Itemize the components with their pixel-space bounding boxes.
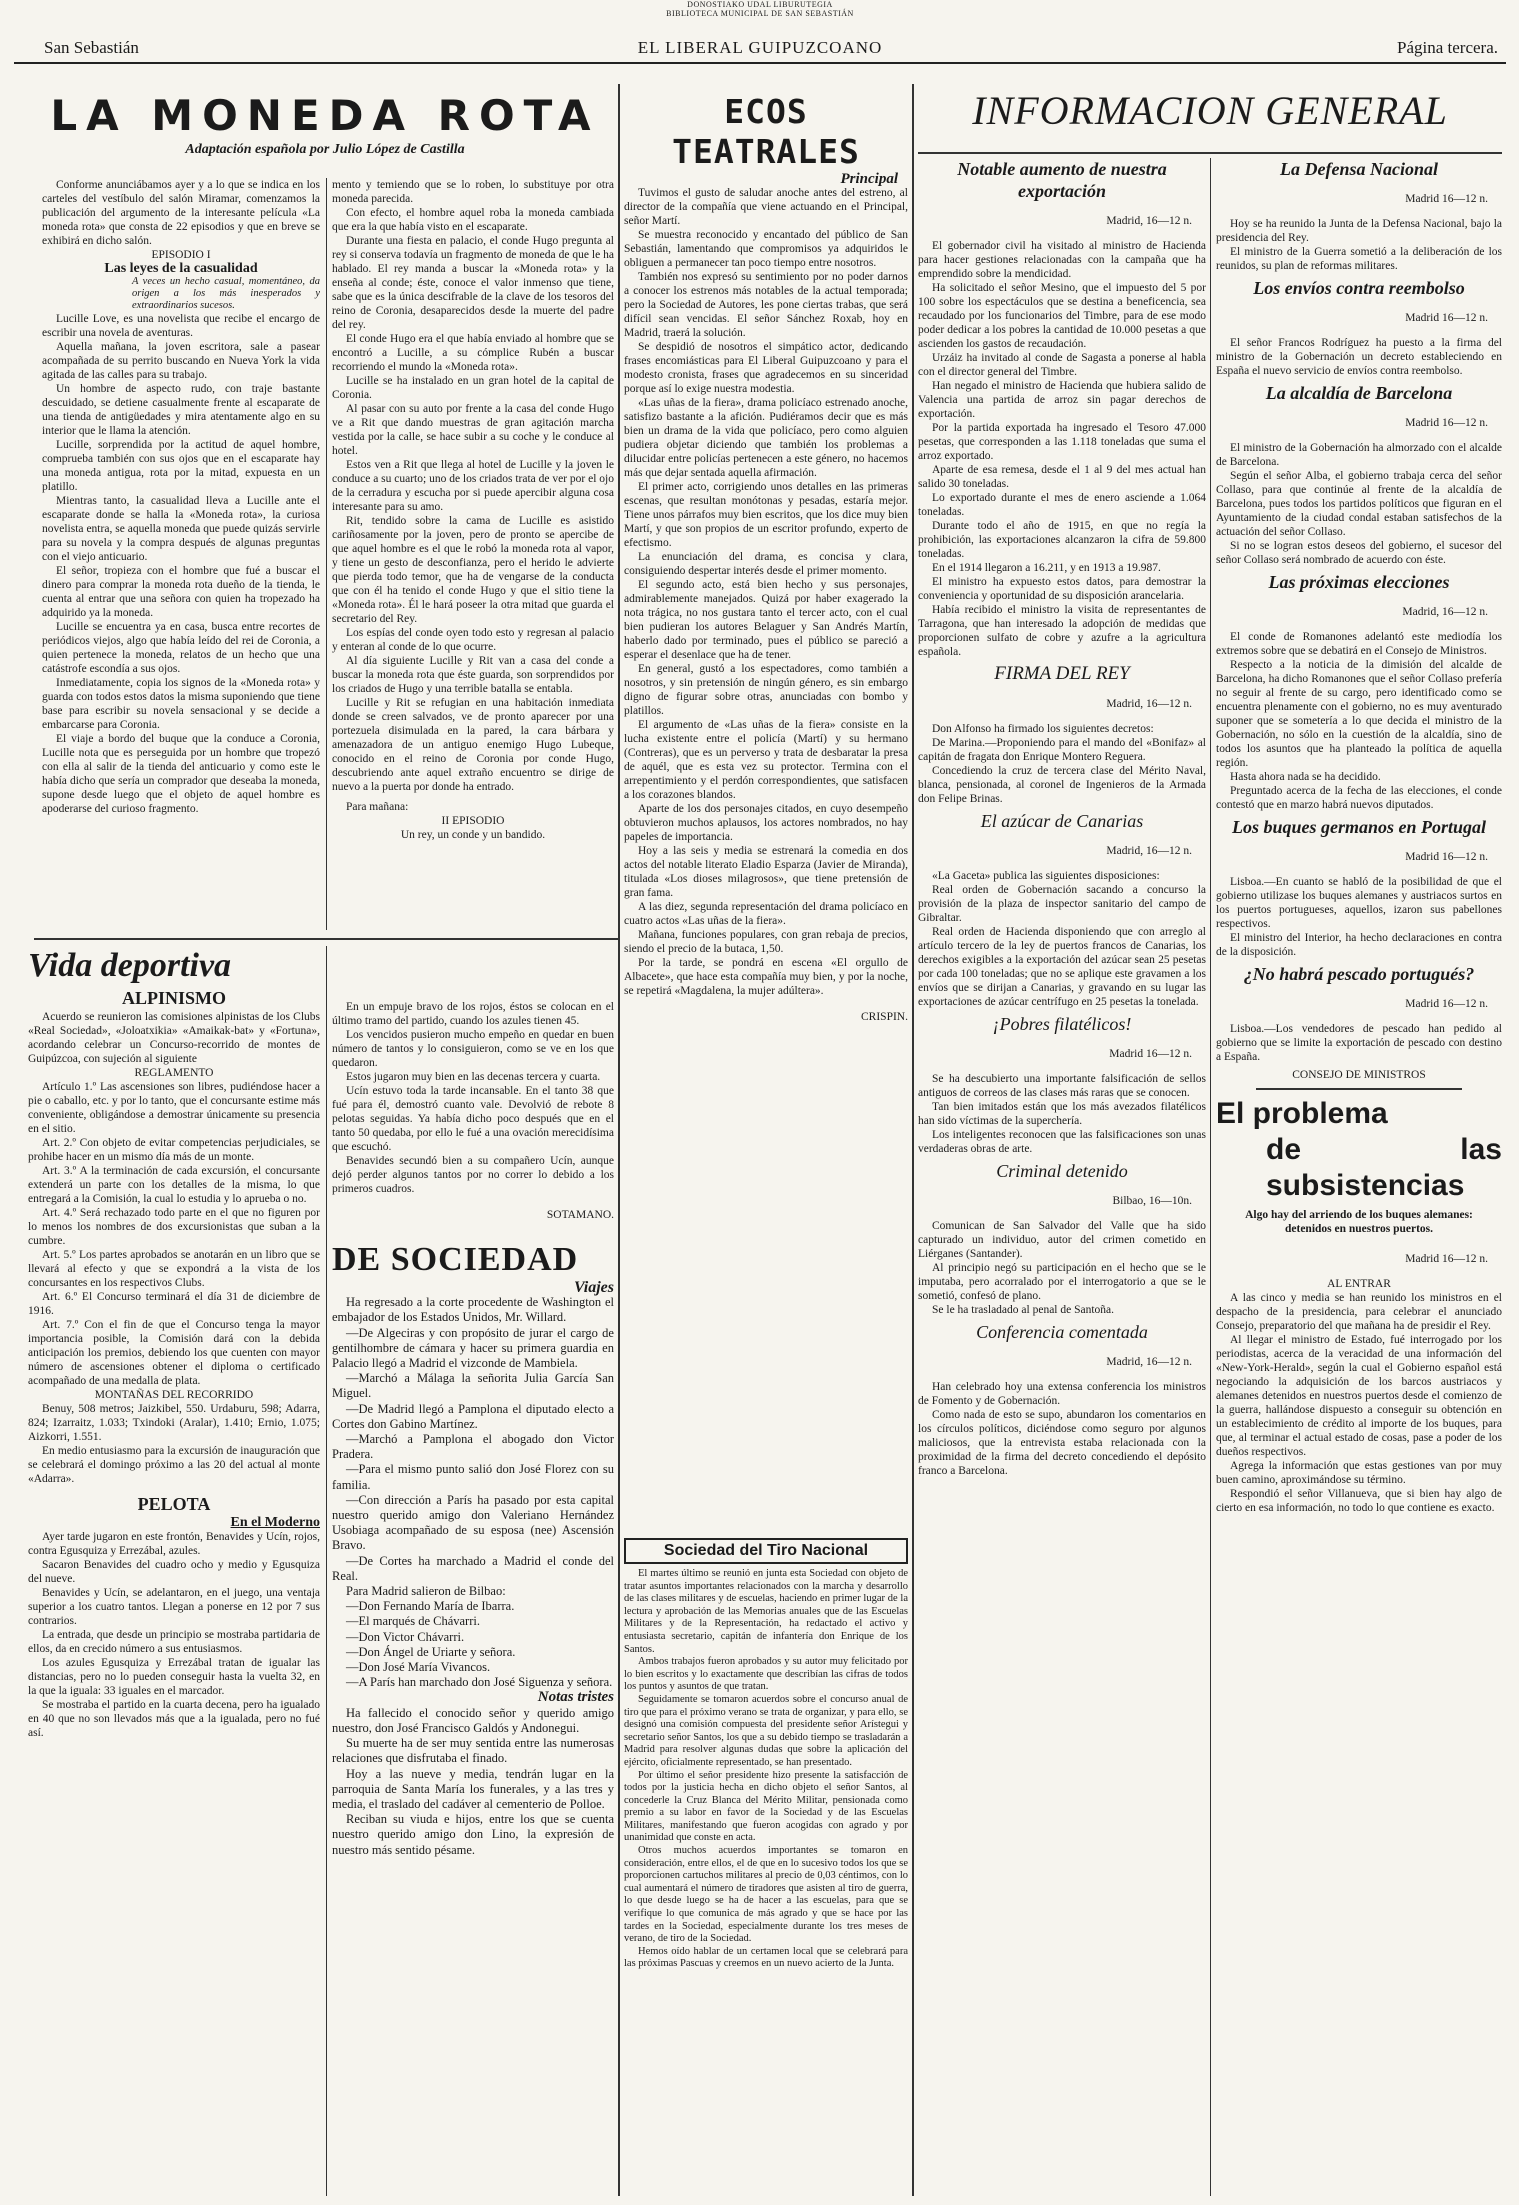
viajes-heading: Viajes <box>573 1279 614 1296</box>
moneda-episode: EPISODIO I <box>151 249 211 261</box>
info-header <box>918 88 1502 150</box>
sociedad-column <box>332 1240 614 2196</box>
masthead <box>14 38 1506 64</box>
info-paragraph: El ministro de la Gobernación ha almorzado con el alcalde de Barcelona. <box>1216 442 1502 468</box>
ecos-paragraph: La enunciación del drama, es concisa y clara, consiguiendo despertar interés desde el primer momento. <box>624 551 908 577</box>
info-dateline: Madrid, 16—12 n. <box>1106 214 1192 227</box>
moneda-paragraph: Mientras tanto, la casualidad lleva a Lucille ante el escaparate donde se halla la «Moneda rota», la curiosa novelista entra, se aquella moneda que puede quizás servirle para su novela y la compra después de algunas preguntas con el viejo anticuario. <box>42 495 320 563</box>
pelota-paragraph: La entrada, que desde un principio se mostraba partidaria de ellos, da en crecido número a sus entusiasmos. <box>28 1629 320 1655</box>
info-column-2 <box>1216 158 1502 2196</box>
ecos-paragraph: El argumento de «Las uñas de la fiera» consiste en la lucha existente entre el policía (Martí) y su hermano (Contreras), que es un perverso y trata de desbaratar la presa de aquél, que es esta vez su protector. Termina con el arrepentimiento y el perdón correspondientes, que satisfacen a los corazones blandos. <box>624 719 908 801</box>
info-paragraph: Han negado el ministro de Hacienda que hubiera salido de Valencia una partida de arroz sin pagar derechos de exportación. <box>918 380 1206 420</box>
section-rule <box>34 938 618 940</box>
moneda-paragraph: Durante una fiesta en palacio, el conde Hugo pregunta al rey si conserva todavía un fragmento de moneda de que le ha hablado. El rey manda a buscar la «Moneda rota» y la enseña al conde; éste, conoce el valor inmenso que tiene, sabe que es la única descifrable de la clave de los tesoros del reino de Coronia, desaparecidos desde la muerte del padre del rey. <box>332 235 614 331</box>
reglamento-article: Art. 6.º El Concurso terminará el día 31 de diciembre de 1916. <box>28 1291 320 1317</box>
info-headline: Notable aumento de nuestra exportación <box>957 159 1167 201</box>
moneda-paragraph: Al día siguiente Lucille y Rit van a casa del conde a buscar la moneda rota que éste guarda, son sorprendidos por los criados de Hugo y una terrible batalla se entabla. <box>332 655 614 695</box>
ecos-paragraph: «Las uñas de la fiera», drama policíaco estrenado anoche, satisfizo bastante a la afición. Pudiéramos decir que es más bien un drama de la vida que policíaco, pero como alguien pudiera objetar diciendo que también los problemas a dilucidar entre policías pertenecen a este género, no hacemos más que dejar sentada aquella afirmación. <box>624 397 908 479</box>
problema-subtitle: Algo hay del arriendo de los buques alemanes: detenidos en nuestros puertos. <box>1245 1209 1473 1235</box>
sociedad-paragraph: Ha regresado a la corte procedente de Washington el embajador de los Estados Unidos, Mr. Willard. <box>332 1295 614 1325</box>
info-headline: FIRMA DEL REY <box>994 663 1130 684</box>
archive-stamp <box>14 0 1506 18</box>
notas-heading: Notas tristes <box>537 1689 614 1706</box>
ecos-paragraph: En general, gustó a los espectadores, como también a nosotros, y sin pretensión de ningún género, es sin embargo digno de figurar sobre otras, anunciadas con bombo y platillos. <box>624 663 908 717</box>
ecos-paragraph: Se despidió de nosotros el simpático actor, dedicando frases encomiásticas para El Liberal Guipuzcoano y para el modesto cronista, frases que agradecemos en su sinceridad porque así lo exige nuestra modestia. <box>624 341 908 395</box>
ecos-paragraph: Se muestra reconocido y encantado del público de San Sebastián, lamentando que compromisos ya adquiridos le obliguen a permanecer tan poco tiempo entre nosotros. <box>624 229 908 269</box>
pelota-paragraph: Benavides secundó bien a su compañero Ucín, aunque dejó perder algunos tantos por no correr lo debido a los primeros cuadros. <box>332 1155 614 1195</box>
tiro-paragraph: Otros muchos acuerdos importantes se tomaron en consideración, entre ellos, el de que en lo sucesivo todos los que se proporcionen cartuchos militares al precio de 0,03 céntimos, con lo cual aumentará el número de tiradores que asisten al tiro de guerra, lo que desde luego se ha de hacer a las escuelas, para que se verifique lo que comunica de más agrado y que se hace por las tardes en la Sociedad, especialmente durante los tres meses de verano, de tiro de la Sociedad. <box>624 1845 908 1945</box>
tiro-paragraph: El martes último se reunió en junta esta Sociedad con objeto de tratar asuntos importantes relacionados con la marcha y desarrollo de las clases militares y de escuelas, haciendo en primer lugar de la lectura y aprobación de las Memorias anuales que de las Escuelas Militares y de la Representación, ha redactado el activo y entusiasta secretario, capitán de infantería don Enrique de los Santos. <box>624 1568 908 1655</box>
info-dateline: Madrid, 16—12 n. <box>1106 844 1192 857</box>
moneda-paragraph: El viaje a bordo del buque que la conduce a Coronia, Lucille nota que es perseguida por un hombre que tropezó con ella al salir de la tienda del anticuario y como este le había dicho que sería un comprador que deseaba la moneda, supone desde luego que el objeto de aquel hombre es apoderarse del curioso fragmento. <box>42 733 320 815</box>
notas-paragraph: Hoy a las nueve y media, tendrán lugar en la parroquia de Santa María los funerales, y a las tres y media, el traslado del cadáver al cementerio de Polloe. <box>332 1766 614 1811</box>
column-rule <box>1210 158 1211 2196</box>
info-paragraph: Hasta ahora nada se ha decidido. <box>1230 771 1381 783</box>
column-rule <box>912 84 914 2196</box>
vida-column-2 <box>332 1000 614 1230</box>
info-paragraph: Por la partida exportada ha ingresado el Tesoro 47.000 pesetas, que corresponden a las 1.118 toneladas que suma el arroz exportado. <box>918 422 1206 462</box>
info-dateline: Madrid, 16—12 n. <box>1106 1355 1192 1368</box>
info-headline: ¡Pobres filatélicos! <box>992 1014 1132 1034</box>
sociedad-paragraph: —De Madrid llegó a Pamplona el diputado electo a Cortes don Gabino Martínez. <box>332 1401 614 1431</box>
montanas-list: Benuy, 508 metros; Jaizkibel, 550. Urdaburu, 598; Adarra, 824; Izarraitz, 1.033; Txindoki (Aralar), 1.410; Ernio, 1.075; Aizkorri, 1.551. <box>28 1403 320 1443</box>
reglamento-article: Artículo 1.º Las ascensiones son libres, pudiéndose hacer a pie o caballo, etc. y por lo tanto, que el concursante estime más conveniente, obligándose a demostrar únicamente su presencia en el sitio. <box>28 1081 320 1135</box>
tiro-paragraph: Seguidamente se tomaron acuerdos sobre el concurso anual de tiro que para el próximo verano se trata de organizar, y para ello, se designó una comisión compuesta del presidente señor Arístegui y secretario señor Santos, los que a su debido tiempo se trasladarán a Madrid para resolver algunas dudas que sobre la aplicación del ejército, oficialmente representado, se han presentado. <box>624 1693 908 1768</box>
info-paragraph: Ha solicitado el señor Mesino, que el impuesto del 5 por 100 sobre los espectáculos que se destina a beneficencia, sea recaudado por los funcionarios del Timbre, para de ese modo poder dedicar a los pobres la cantidad de 10.000 pesetas a que ascienden los gastos de recaudación. <box>918 282 1206 350</box>
info-paragraph: Agrega la información que estas gestiones van por muy buen camino, aproximándose su término. <box>1216 1460 1502 1486</box>
info-dateline: Madrid 16—12 n. <box>1405 416 1488 429</box>
sociedad-title: DE SOCIEDAD <box>332 1241 579 1278</box>
info-headline: La alcaldía de Barcelona <box>1265 383 1453 403</box>
ecos-paragraph: Tuvimos el gusto de saludar anoche antes del estreno, al director de la compañía que viene actuando en el Principal, señor Martí. <box>624 187 908 227</box>
ecos-paragraph: Mañana, funciones populares, con gran rebaja de precios, siendo el precio de la butaca, 1,50. <box>624 929 908 955</box>
info-paragraph: Lisboa.—En cuanto se habló de la posibilidad de que el gobierno utilizase los buques alemanes y austriacos surtos en los puertos portugueses, aquellos, izaron sus pabellones respectivos. <box>1216 876 1502 930</box>
info-paragraph: El ministro ha expuesto estos datos, para demostrar la conveniencia y oportunidad de su disposición arancelaria. <box>918 576 1206 602</box>
sociedad-paragraph: —Con dirección a París ha pasado por esta capital nuestro querido amigo don Valeriano Hernández Usobiaga acompañado de su esposa (nee) Ascensión Bravo. <box>332 1492 614 1553</box>
info-paragraph: El ministro de la Guerra sometió a la deliberación de los reunidos, su plan de reformas militares. <box>1216 246 1502 272</box>
info-paragraph: Los inteligentes reconocen que las falsificaciones son unas verdaderas obras de arte. <box>918 1129 1206 1155</box>
info-paragraph: Lo exportado durante el mes de enero asciende a 1.064 toneladas. <box>918 492 1206 518</box>
sociedad-paragraph: —Don Ángel de Uriarte y señora. <box>346 1644 516 1659</box>
moneda-intro: Conforme anunciábamos ayer y a lo que se indica en los carteles del vestíbulo del salón Miramar, comenzamos la publicación del argumento de la interesante película «La moneda rota» que consta de 22 episodios y que en breve se exhibirá en dicho salón. <box>42 179 320 247</box>
moneda-paragraph: Estos ven a Rit que llega al hotel de Lucille y la joven le conduce a su cuarto; uno de los criados trata de ver por el ojo de la cerradura y escucha por si puede apercibir alguna cosa interesante para su amo. <box>332 459 614 513</box>
moneda-title: LA MONEDA ROTA <box>50 91 600 140</box>
masthead-page: Página tercera. <box>1397 38 1498 57</box>
info-headline: Los buques germanos en Portugal <box>1231 817 1487 837</box>
sociedad-paragraph: —De Cortes ha marchado a Madrid el conde del Real. <box>332 1553 614 1583</box>
reglamento-article: Art. 2.º Con objeto de evitar competencias perjudiciales, se prohibe hacer en un mismo día más de un monte. <box>28 1137 320 1163</box>
consejo-heading: CONSEJO DE MINISTROS <box>1292 1069 1426 1081</box>
moneda-paragraph: Aquella mañana, la joven escritora, sale a pasear acompañada de su perrito buscando en Nueva York la vida agitada de las calles para su trabajo. <box>42 341 320 381</box>
info-paragraph: El conde de Romanones adelantó este mediodía los extremos sobre que se debatirá en el Consejo de Ministros. <box>1216 631 1502 657</box>
principal-heading: Principal <box>840 171 898 187</box>
info-paragraph: Hoy se ha reunido la Junta de la Defensa Nacional, bajo la presidencia del Rey. <box>1216 218 1502 244</box>
moneda-next-title: Un rey, un conde y un bandido. <box>400 829 546 841</box>
info-headline: La Defensa Nacional <box>1280 159 1438 179</box>
column-rule <box>326 178 327 930</box>
moneda-paragraph: Lucille se encuentra ya en casa, busca entre recortes de periódicos viejos, algo que había leído del rei de Coronia, a quien pertenece la moneda, relatos de un hecho que una catástrofe escondía a sus ojos. <box>42 621 320 675</box>
info-dateline: Madrid 16—12 n. <box>1405 1252 1488 1265</box>
moneda-header <box>38 90 612 170</box>
info-column-1 <box>918 158 1206 2196</box>
moneda-next-episode: II EPISODIO <box>441 815 505 827</box>
moneda-epigraph: A veces un hecho casual, momentáneo, da origen a los más inesperados y extraordinarios sucesos. <box>132 276 320 311</box>
pelota-paragraph: Estos jugaron muy bien en las decenas tercera y cuarta. <box>346 1071 601 1083</box>
sociedad-paragraph: —El marqués de Chávarri. <box>346 1614 480 1629</box>
newspaper-page <box>14 0 1506 2205</box>
moneda-column-1 <box>42 178 320 930</box>
moneda-paragraph: Un hombre de aspecto rudo, con traje bastante descuidado, se detiene casualmente frente al escaparate de una tienda de antigüedades y mira atentamente algo en su interior que le llama la atención. <box>42 383 320 437</box>
info-paragraph: Real orden de Gobernación sacando a concurso la provisión de la plaza de inspector sanitario del campo de Gibraltar. <box>918 884 1206 924</box>
pelota-paragraph: Ayer tarde jugaron en este frontón, Benavides y Ucín, rojos, contra Egusquiza y Errezábal, azules. <box>28 1531 320 1557</box>
info-title: INFORMACION GENERAL <box>972 88 1448 133</box>
info-paragraph: Real orden de Hacienda disponiendo que con arreglo al artículo tercero de la ley de puertos francos de Canarias, los derechos exigibles a la exportación del azúcar sean 25 pesetas por cada 100 toneladas; que no se aplique este gravamen a los envíos que se dirijan a Canarias, y gravando en su lugar las exportaciones de azúcar centrífugo en 25 pesetas la tonelada. <box>918 926 1206 1008</box>
info-dateline: Bilbao, 16—10n. <box>1112 1194 1192 1207</box>
info-dateline: Madrid 16—12 n. <box>1405 997 1488 1010</box>
masthead-title: EL LIBERAL GUIPUZCOANO <box>637 38 883 57</box>
archive-line-1: DONOSTIAKO UDAL LIBURUTEGIA <box>687 0 833 9</box>
info-paragraph: Lisboa.—Los vendedores de pescado han pedido al gobierno que se limite la exportación de pescado con destino a España. <box>1216 1023 1502 1063</box>
tiro-column <box>624 1534 908 2196</box>
info-headline: Conferencia comentada <box>976 1322 1148 1342</box>
pelota-paragraph: Sacaron Benavides del cuadro ocho y medio y Egusquiza del nueve. <box>28 1559 320 1585</box>
info-paragraph: Había recibido el ministro la visita de representantes de Tarragona, que han interesado la adopción de medidas que proporcionen sulfato de cobre y azufre a la agricultura española. <box>918 604 1206 658</box>
info-paragraph: En el 1914 llegaron a 16.211, y en 1913 a 19.987. <box>932 562 1161 574</box>
moneda-paragraph: Con efecto, el hombre aquel roba la moneda cambiada que era la que había visto en el escaparate. <box>332 207 614 233</box>
tiro-paragraph: Por último el señor presidente hizo presente la satisfacción de todos por la justicia hecha en dicho objeto el señor Santos, al concederle la Cruz Blanca del Mérito Militar, pensionada como premio a su labor en favor de la Sociedad y de las Escuelas Militares, manifestando que fueron acogidas con agrado y por unanimidad que conste en acta. <box>624 1769 908 1844</box>
tiro-paragraph: Ambos trabajos fueron aprobados y su autor muy felicitado por lo bien escritos y lo exactamente que describían las cifras de todos los puntos y asuntos de que tratan. <box>624 1656 908 1693</box>
sociedad-paragraph: —Marchó a Pamplona el abogado don Victor Pradera. <box>332 1432 614 1462</box>
info-paragraph: Al principio negó su participación en el hecho que se le imputaba, pero acorralado por el interrogatorio a que se le sometió, confesó de plano. <box>918 1262 1206 1302</box>
al-entrar-heading: AL ENTRAR <box>1327 1278 1391 1290</box>
info-paragraph: Según el señor Alba, el gobierno trabaja cerca del señor Collaso, para que continúe al frente de la alcaldía de Barcelona, pues todos los partidos políticos que figuran en el Ayuntamiento de la ciudad condal estaban satisfechos de la actuación del señor Collaso. <box>1216 470 1502 538</box>
ecos-paragraph: Hoy a las seis y media se estrenará la comedia en dos actos del notable literato Eladio Esparza (Javier de Miranda), titulada «Los dioses milagrosos», que tiene pretensión de gran fama. <box>624 845 908 899</box>
archive-line-2: BIBLIOTECA MUNICIPAL DE SAN SEBASTIÁN <box>666 9 854 18</box>
problema-title-1: El problema <box>1216 1097 1388 1130</box>
ecos-paragraph: Por la tarde, se pondrá en escena «El orgullo de Albacete», que hace esta compañía muy bien, y por la noche, se repetirá «Magdalena, la mujer adúltera». <box>624 957 908 997</box>
pelota-paragraph: Se mostraba el partido en la cuarta decena, pero ha igualado en 40 que no son llevados más que a la igualada, pero no fué así. <box>28 1699 320 1739</box>
info-paragraph: Don Alfonso ha firmado los siguientes decretos: <box>932 723 1154 735</box>
moneda-paragraph: Al pasar con su auto por frente a la casa del conde Hugo ve a Rit que dando muestras de gran agitación marcha vestida por la calle, se hace subir a su coche y le conduce al hotel. <box>332 403 614 457</box>
pelota-paragraph: Ucín estuvo toda la tarde incansable. En el tanto 38 que fué para él, demostró cuanto vale. Devolvió de rebote 8 pelotas seguidas. Ya había dicho poco después que en el tanto 50 quedaba, por ello le fué a una ovación merecidísima que escuchó. <box>332 1085 614 1153</box>
moneda-paragraph: Inmediatamente, copia los signos de la «Moneda rota» y guarda con todos estos datos la misma suponiendo que tiene base para escribir su novela sensacional y se decide a embarcarse para Coronia. <box>42 677 320 731</box>
ecos-paragraph: A las diez, segunda representación del drama policíaco en cuatro actos «Las uñas de la fiera». <box>624 901 908 927</box>
moneda-episode-title: Las leyes de la casualidad <box>104 261 258 276</box>
info-paragraph: «La Gaceta» publica las siguientes disposiciones: <box>932 870 1160 882</box>
notas-paragraph: Ha fallecido el conocido señor y querido amigo nuestro, don José Francisco Galdós y Andonegui. <box>332 1705 614 1735</box>
reglamento-article: Art. 5.º Los partes aprobados se anotarán en un libro que se llevará al efecto y que se expondrá a la vista de los concursantes en los respectivos Clubs. <box>28 1249 320 1289</box>
info-dateline: Madrid, 16—12 n. <box>1106 697 1192 710</box>
section-rule <box>918 152 1502 154</box>
masthead-city: San Sebastián <box>44 38 139 57</box>
ecos-title: ECOS TEATRALES <box>672 92 860 171</box>
info-paragraph: Concediendo la cruz de tercera clase del Mérito Naval, blanca, pensionada, al coronel de Ingenieros de la Armada don Felipe Brinas. <box>918 765 1206 805</box>
notas-paragraph: Reciban su viuda e hijos, entre los que se cuenta nuestro querido amigo don Lino, la expresión de nuestro más sentido pésame. <box>332 1812 614 1857</box>
info-dateline: Madrid 16—12 n. <box>1405 850 1488 863</box>
vida-title: Vida deportiva <box>28 947 232 984</box>
info-paragraph: Se ha descubierto una importante falsificación de sellos antiguos de correos de las clases más raras que se conocen. <box>918 1073 1206 1099</box>
pelota-paragraph: Los vencidos pusieron mucho empeño en quedar en buen número de tantos y lo consiguieron, como se ve en los que quedaron. <box>332 1029 614 1069</box>
pelota-paragraph: Los azules Egusquiza y Errezábal tratan de igualar las distancias, pero no lo pueden conseguir hasta la vuelta 32, en la que la iguala: 33 iguales en el marcador. <box>28 1657 320 1697</box>
ecos-paragraph: El segundo acto, está bien hecho y sus personajes, admirablemente manejados. Quizá por haber exagerado la nota trágica, no nos gustara tanto el tercer acto, con el cual bien pudieran los autores Belaguer y San Andrés Martín, haberlo dado por terminado, pues el público se pareció a esperar el desenlace que ha de tener. <box>624 579 908 661</box>
info-paragraph: Respecto a la noticia de la dimisión del alcalde de Barcelona, ha dicho Romanones que el señor Collaso prefería no seguir al frente de su cargo, pero identificado como se encuentra plenamente con el gobierno, no es muy aventurado suponer que se sometería a lo que decida el ministro de la Gobernación, no sólo en la cuestión de la alcaldía, sino de todos los asuntos que ha planteado la política de aquella región. <box>1216 659 1502 769</box>
alpinismo-closing: En medio entusiasmo para la excursión de inauguración que se celebrará el domingo próximo a las 20 del actual al monte «Adarra». <box>28 1445 320 1485</box>
info-paragraph: Aparte de esa remesa, desde el 1 al 9 del mes actual han salido 30 toneladas. <box>918 464 1206 490</box>
moneda-paragraph: Lucille, sorprendida por la actitud de aquel hombre, comprueba también con sus ojos que en el escaparate hay una moneda antigua, rota por la mitad, expuesta en un platillo. <box>42 439 320 493</box>
info-headline: ¿No habrá pescado portugués? <box>1243 964 1475 984</box>
info-paragraph: El gobernador civil ha visitado al ministro de Hacienda para hacer gestiones relacionadas con la campaña que ha emprendido sobre la mendicidad. <box>918 240 1206 280</box>
moneda-column-2 <box>332 178 614 930</box>
pelota-heading: PELOTA <box>137 1494 211 1514</box>
info-dateline: Madrid 16—12 n. <box>1109 1047 1192 1060</box>
info-headline: El azúcar de Canarias <box>980 811 1144 831</box>
info-paragraph: A las cinco y media se han reunido los ministros en el despacho de la presidencia, para celebrar el anunciado Consejo, preparatorio del que mañana ha de presidir el Rey. <box>1216 1292 1502 1332</box>
info-paragraph: Preguntado acerca de la fecha de las elecciones, el conde contestó que en marzo habrá nuevos diputados. <box>1216 785 1502 811</box>
info-paragraph: Si no se logran estos deseos del gobierno, el sucesor del señor Collaso será nombrado de acuerdo con éste. <box>1216 540 1502 566</box>
reglamento-article: Art. 7.º Con el fin de que el Concurso tenga la mayor importancia posible, la Comisión dará con la debida anticipación los premios, debiendo los que cuenten con mayor número de ascensiones obtener el diploma o certificado acompañado de una medalla de plata. <box>28 1319 320 1387</box>
alpinismo-heading: ALPINISMO <box>121 988 226 1008</box>
sociedad-paragraph: —A París han marchado don José Siguenza y señora. <box>346 1675 613 1690</box>
reglamento-article: Art. 3.º A la terminación de cada excursión, el concursante extenderá un parte con los detalles de la misma, lo que entregará a la Comisión, la cual lo estudia y lo aprueba o no. <box>28 1165 320 1205</box>
montanas-heading: MONTAÑAS DEL RECORRIDO <box>94 1389 254 1401</box>
reglamento-heading: REGLAMENTO <box>134 1067 214 1079</box>
moneda-next-label: Para mañana: <box>346 801 409 813</box>
sociedad-paragraph: —Marchó a Málaga la señorita Julia García San Miguel. <box>332 1371 614 1401</box>
sociedad-paragraph: —Para el mismo punto salió don José Florez con su familia. <box>332 1462 614 1492</box>
sociedad-paragraph: —Don Victor Chávarri. <box>346 1629 465 1644</box>
moneda-paragraph: El conde Hugo era el que había enviado al hombre que se encontró a Lucille, a su cómplice Rubén a buscar recorriendo el mundo la «Moneda rota». <box>332 333 614 373</box>
tiro-paragraph: Hemos oído hablar de un certamen local que se celebrará para las próximas Pascuas y creemos en un nuevo acierto de la Junta. <box>624 1945 908 1970</box>
reglamento-article: Art. 4.º Será rechazado todo parte en el que no figuren por lo menos los nombres de dos excursionistas que suban a la cumbre. <box>28 1207 320 1247</box>
info-paragraph: Comunican de San Salvador del Valle que ha sido capturado un individuo, autor del crimen cometido en Liérganes (Santander). <box>918 1220 1206 1260</box>
ecos-signature: CRISPIN. <box>861 1010 908 1023</box>
sociedad-paragraph: —Don Fernando María de Ibarra. <box>346 1599 515 1614</box>
tiro-title: Sociedad del Tiro Nacional <box>624 1538 908 1564</box>
info-paragraph: El ministro del Interior, ha hecho declaraciones en contra de la disposición. <box>1216 932 1502 958</box>
notas-paragraph: Su muerte ha de ser muy sentida entre las numerosas relaciones que disfrutaba el finado. <box>332 1736 614 1766</box>
moneda-paragraph: Lucille y Rit se refugian en una habitación inmediata donde se creen salvados, ve de pronto aparecer por una portezuela disimulada en la pared, la cara bárbara y amenazadora de un antiguo enemigo Hugo Lubeque, conocido en el reino de Coronia por conde Hugo, descubriendo ante aquel extraño encuentro se dirige de nuevo a la puerta por donde ha entrado. <box>332 697 614 793</box>
ecos-paragraph: Aparte de los dos personajes citados, en cuyo desempeño obtuvieron muchos aplausos, los actores nombrados, no hay papeles de importancia. <box>624 803 908 843</box>
column-rule <box>326 946 327 2196</box>
moderno-heading: En el Moderno <box>230 1515 320 1530</box>
info-paragraph: Urzáiz ha invitado al conde de Sagasta a ponerse al habla con el director general del Timbre. <box>918 352 1206 378</box>
pelota-paragraph: Benavides y Ucín, se adelantaron, en el juego, una ventaja superior a los cuatro tantos. Llegan a ponerse en 12 por 7 sus contrarios. <box>28 1587 320 1627</box>
moneda-paragraph: Los espías del conde oyen todo esto y regresan al palacio y enteran al conde de lo que ocurre. <box>332 627 614 653</box>
info-headline: Los envíos contra reembolso <box>1253 278 1465 298</box>
ecos-paragraph: El primer acto, corrigiendo unos detalles en las primeras escenas, que resultan monótonas y pesadas, estaría mejor. Tiene unos párrafos muy bien escritos, que los dice muy bien Martí, y que son propios de un escritor profundo, experto de efectismo. <box>624 481 908 549</box>
info-paragraph: Durante todo el año de 1915, en que no regía la prohibición, las exportaciones alcanzaron la cifra de 59.800 toneladas. <box>918 520 1206 560</box>
moneda-paragraph: Lucille se ha instalado en un gran hotel de la capital de Coronia. <box>332 375 614 401</box>
pelota-paragraph: En un empuje bravo de los rojos, éstos se colocan en el último tramo del partido, cuando los azules tienen 45. <box>332 1001 614 1027</box>
info-dateline: Madrid 16—12 n. <box>1405 311 1488 324</box>
moneda-paragraph: El señor, tropieza con el hombre que fué a buscar el dinero para comprar la moneda rota dueño de la tienda, le cuenta al entrar que una señora con quien ha tropezado ha adquirido ya la moneda. <box>42 565 320 619</box>
info-paragraph: El señor Francos Rodríguez ha puesto a la firma del ministro de la Gobernación un decreto estableciendo en España el nuevo servicio de envíos contra reembolso. <box>1216 337 1502 377</box>
moneda-paragraph: mento y temiendo que se lo roben, lo substituye por otra moneda parecida. <box>332 179 614 205</box>
info-paragraph: Al llegar el ministro de Estado, fué interrogado por los periodistas, acerca de la veracidad de una información del «New-York-Herald», según la cual el Gobierno español está negociando la adquisición de los barcos austriacos y alemanes detenidos en nuestros puertos desde el comienzo de la guerra, hallándose dispuesto a conseguir su obtención en un establecimiento de crédito al importe de los buques, para que, al terminar el actual estado de cosas, pase a poder de los dueños respectivos. <box>1216 1334 1502 1458</box>
vida-column-1 <box>28 946 320 2196</box>
info-dateline: Madrid 16—12 n. <box>1405 192 1488 205</box>
moneda-subtitle: Adaptación española por Julio López de Castilla <box>185 142 465 157</box>
moneda-paragraph: Rit, tendido sobre la cama de Lucille es asistido cariñosamente por la joven, pero de pronto se apercibe de que aquel hombre es el que le robó la moneda rota al vapor, y tiene un gesto de desconfianza, pero el herido le advierte que pierda todo temor, que ha de vengarse de la conducta que con él ha tenido el conde Hugo y que el sitio tiene la «Moneda rota». Él le hará poseer la otra mitad que guarda el secretario del Rey. <box>332 515 614 625</box>
ecos-paragraph: También nos expresó su sentimiento por no poder darnos a conocer los estrenos más notables de la actual temporada; pero la Sociedad de Autores, les pone ciertas trabas, que será difícil sean vencidas. El señor Sánchez Roxab, hoy en Madrid, traerá la solución. <box>624 271 908 339</box>
info-paragraph: Como nada de esto se supo, abundaron los comentarios en los círculos políticos, diciéndose como seguro por algunos maliciosos, que la entrevista estaba relacionada con la proximidad de la firma del decreto concediendo el depósito franco a Barcelona. <box>918 1409 1206 1477</box>
ecos-column <box>624 92 908 1530</box>
info-paragraph: Han celebrado hoy una extensa conferencia los ministros de Fomento y de Gobernación. <box>918 1381 1206 1407</box>
info-headline: Las próximas elecciones <box>1268 572 1450 592</box>
problema-title-2: de las subsistencias <box>1266 1133 1502 1202</box>
info-dateline: Madrid, 16—12 n. <box>1402 605 1488 618</box>
sociedad-paragraph: —De Algeciras y con propósito de jurar el cargo de gentilhombre de cámara y hacer su primera guardia en Palacio llegó a Madrid el vizconde de Mambiela. <box>332 1325 614 1371</box>
moneda-paragraph: Lucille Love, es una novelista que recibe el encargo de escribir una novela de aventuras. <box>42 313 320 339</box>
info-paragraph: Se le ha trasladado al penal de Santoña. <box>932 1304 1115 1316</box>
info-paragraph: De Marina.—Proponiendo para el mando del «Bonifaz» al capitán de fragata don Enrique Montero Reguera. <box>918 737 1206 763</box>
sociedad-paragraph: —Don José María Vivancos. <box>346 1660 491 1675</box>
alpinismo-intro: Acuerdo se reunieron las comisiones alpinistas de los Clubs «Real Sociedad», «Joloatxikia» «Amaikak-bat» y «Fortuna», acordando celebrar un Concurso-recorrido de montes de Guipúzcoa, con sujeción al siguiente <box>28 1011 320 1065</box>
info-paragraph: Tan bien imitados están que los más avezados filatélicos han sido víctimas de la superchería. <box>918 1101 1206 1127</box>
sociedad-paragraph: Para Madrid salieron de Bilbao: <box>346 1584 506 1599</box>
info-paragraph: Respondió el señor Villanueva, que si bien hay algo de cierto en esa información, no todo lo que contiene es exacto. <box>1216 1488 1502 1514</box>
column-rule <box>618 84 620 2196</box>
vida-signature: SOTAMANO. <box>546 1208 614 1221</box>
info-headline: Criminal detenido <box>996 1161 1128 1181</box>
